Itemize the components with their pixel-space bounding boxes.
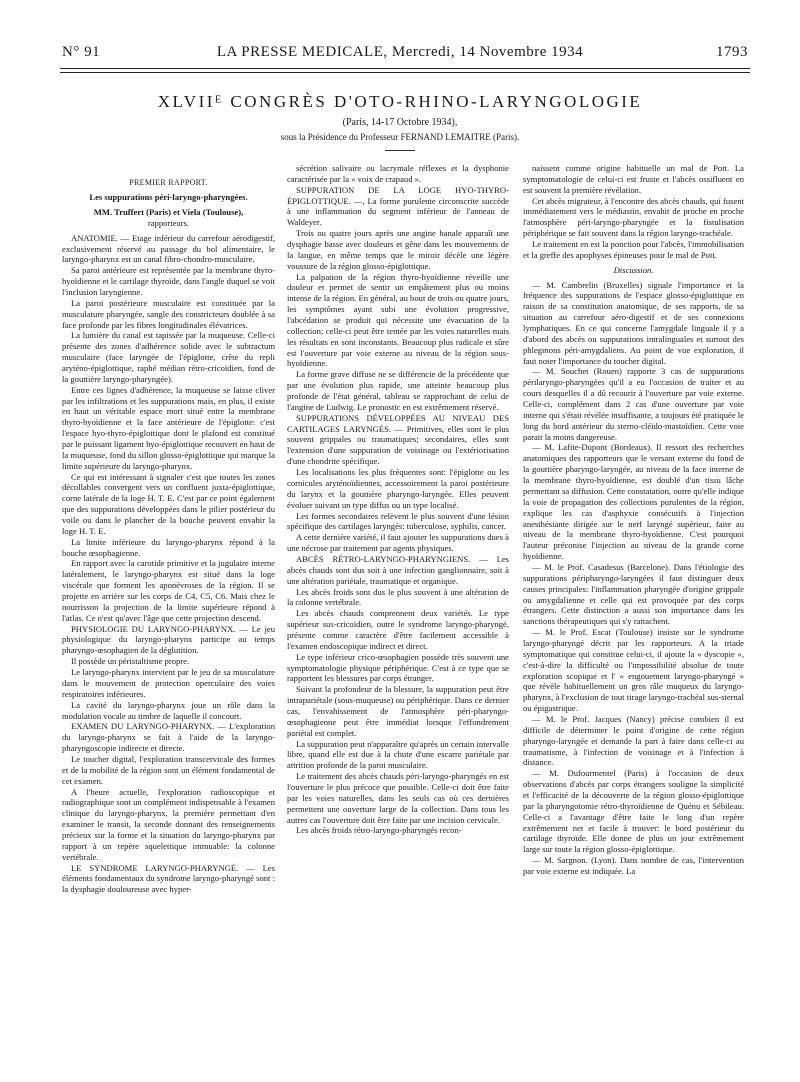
paragraph: Suivant la profondeur de la blessure, la suppuration peut être intrapariétale (sous-muqueuse) ou périphérique. Dans ce dernier cas, l'envahissement de l'atmosphère péri-pharyngo-œsophagienne peut être immédiat lorsque l'effondrement pariétal est complet. [287,684,509,738]
column-2 [287,163,509,1065]
paragraph: Ce qui est intéressant à signaler c'est que toutes les zones décollables convergent vers un confluent juxta-épiglottique, corne latérale de la loge H. T. E. C'est par ce point également que des suppurations développées dans le pilier postérieur du voile ou dans le plancher de la bouche peuvent envahir la loge H. T. E. [62,471,275,536]
paragraph: Il possède un péristaltisme propre. [71,656,190,667]
paragraph: ABCÈS RÉTRO-LARYNGO-PHARYNGIENS. — Les abcès chauds sont dus soit à une infection ganglionnaire, soit à une altération pariétale, traumatique et organique. [287,553,509,586]
paragraph: Entre ces lignes d'adhérence, la muqueuse se laisse cliver par les infiltrations et les suppurations mais, en plus, il existe en haut un véritable espace mort situé entre la membrane thyro-hyoïdienne et la face antérieure de l'épiglotte: c'est l'espace hyo-thyro-épiglottique dont le plafond est constitué par le puissant ligament hyo-épiglottique recouvert en haut de la muqueuse, fond du sillon glosso-épiglottique qui marque la limite supérieure du laryngo-pharynx. [62,384,275,471]
congress-presidency: sous la Présidence du Professeur FERNAND LEMAITRE (Paris). [280,132,520,142]
paragraph: Les abcès chauds comprennent deux variétés. Le type supérieur sus-cricoïdien, outre le syndrome laryngo-pharyngé, présente comme caractère d'être facilement accessible à l'examen endoscopique indirect et direct. [287,608,509,651]
paragraph: La limite inférieure du laryngo-pharynx répond à la bouche œsophagienne. [62,536,275,558]
congress-dates: (Paris, 14-17 Octobre 1934), [342,117,458,128]
paragraph: Le toucher digital, l'exploration transcervicale des formes et de la mobilité de la région sont un élément fondamental de cet examen. [62,753,275,786]
paragraph: En rapport avec la carotide primitive et la jugulaire interne latéralement, le laryngo-pharynx est situé dans la loge viscérale que forment les aponévroses de la région. Il se projette en arrière sur les corps de C4, C5, C6. Mais chez le nourrisson la projection de la limite supérieure répond à l'atlas. Ce n'est qu'avec l'âge que cette projection descend. [62,558,275,623]
report-title: Les suppurations péri-laryngo-pharyngées. [89,192,248,203]
paragraph: Les formes secondaires relèvent le plus souvent d'une lésion spécifique des cartilages laryngés: tuberculose, syphilis, cancer. [287,510,509,532]
paragraph: LE SYNDROME LARYNGO-PHARYNGÉ. — Les éléments fondamentaux du syndrome laryngo-pharyngé sont : la dysphagie douloureuse avec hyper- [62,862,275,895]
discussion-paragraph: — M. Dufourmentel (Paris) à l'occasion de deux observations d'abcès par corps étrangers souligne la simplicité et l'efficacité de la découverte de la région glosso-épiglottique par la pharyngotomie rétro-thyroïdienne de Quénu et Sébileau. Celle-ci a l'avantage d'être faite le long d'un repère extrêmement net et facile à trouver: le bord postérieur du cartilage thyroïde. Elle donne de plus un jour extrêmement large sur toute la région glosso-épiglottique. [523,768,744,855]
paragraph: Le type inférieur crico-œsophagien possède très souvent une symptomatologie physique périphérique. C'est à ce type que se rapportent les blessures par corps étranger. [287,651,509,684]
paragraph: A l'heure actuelle, l'exploration radioscopique et radiographique sont un complément indispensable à l'examen clinique du laryngo-pharynx, la première permettant d'en examiner le transit, la seconde donnant des renseignements précieux sur la forme et la situation du laryngo-pharynx par rapport à un repère squelettique immuable: la colonne vertébrale. [62,786,275,862]
paragraph: La forme grave diffuse ne se différencie de la précédente que par une évolution plus rapide, une atteinte beaucoup plus profonde de l'état général, tableau se rapprochant de celui de l'angine de Ludwig. Le pronostic en est extrêmement réservé. [287,369,509,412]
paragraph: La suppuration peut n'apparaître qu'après un certain intervalle libre, quand elle est due à la chute d'une escarre pariétale par attrition profonde de la paroi musculaire. [287,738,509,771]
congress-title: XLVIIᴱ CONGRÈS D'OTO-RHINO-LARYNGOLOGIE [157,92,643,111]
report-authors: MM. Truffert (Paris) et Viela (Toulouse), [93,206,244,217]
page-number: 1793 [716,44,748,60]
discussion-paragraph: — M. le Prof. Casadesus (Barcelone). Dans l'étiologie des suppurations péripharyngo-laryngées il faut distinguer deux causes principales: l'inflammation pharyngée d'origine grippale ou amygdalienne et celle qui est provoquée par des corps étrangers. Cette distinction a aussi son importance dans les sanctions thérapeutiques qui s'y rattachent. [523,561,744,627]
paragraph: Le traitement en est la ponction pour l'abcès, l'immobilisation et la greffe des apophyses épineuses pour le mal de Pott. [523,239,744,260]
paragraph: A cette dernière variété, il faut ajouter les suppurations dues à une nécrose par traitement par agents physiques. [287,532,509,554]
header-rule [60,68,750,69]
paragraph: Trois ou quatre jours après une angine banale apparaît une dysphagie basse avec douleurs et gêne dans les mouvements de la langue, en même temps que le miroir décèle une légère voussure de la région glosso-épiglottique. [287,228,509,271]
column-1 [62,178,275,1065]
discussion-paragraph: — M. le Prof. Jacques (Nancy) précise combien il est difficile de déterminer le point d'origine de cette région pharyngo-laryngée et demande la part à faire dans celle-ci au traumatisme, à l'infection de voisinage et à l'infection à distance. [523,713,744,768]
paragraph: EXAMEN DU LARYNGO-PHARYNX. — L'exploration du laryngo-pharynx se fait à l'aide de la laryngo-pharyngoscopie indirecte et directe. [62,721,275,754]
discussion-paragraph: — M. Cambrelin (Bruxelles) signale l'importance et la fréquence des suppurations de l'espace glosso-épiglottique en raison de sa constitution anatomique, de ses rapports, de sa situation au carrefour aéro-digestif et de ses connexions lymphatiques. En ce qui concerne l'amygdale linguale il y a d'abord des abcès ou suppurations intralinguales et surtout des phlegmons péri-amygdaliens. Au point de vue exploration, il faut noter l'importance du toucher digital. [523,279,744,366]
paragraph: sécrétion salivaire ou lacrymale réflexes et la dysphonie caractérisée par la « voix de crapaud ». [287,163,509,184]
paragraph: Les abcès froids sont dus le plus souvent à une altération de la colonne vertébrale. [287,586,509,608]
paragraph: ANATOMIE. — Etage inférieur du carrefour aérodigestif, exclusivement réservé au passage du bol alimentaire, le laryngo-pharynx est un canal fibro-chondro-musculaire. [62,232,275,265]
paragraph: SUPPURATION DE LA LOGE HYO-THYRO-ÉPIGLOTTIQUE. —, La forme purulente circonscrite succède à une inflammation du segment inférieur de l'anneau de Waldeyer. [287,184,509,228]
discussion-paragraph: — M. Lafite-Dupont (Bordeaux). Il ressort des recherches anatomiques des rapporteurs que le versant externe du fond de la gouttière pharyngo-laryngée, au niveau de la face interne de la membrane thyro-hyoïdienne, est doublé d'un tissu lâche permettant sa diffusion. Cette constatation, outre qu'elle indique la voie de propagation des collections purulentes de la région, explique les cas d'asphyxie consécutifs à l'injection anesthésiante dirigée sur le nerf laryngé supérieur, faite au niveau de la membrane thyro-hyoïdienne. C'est pourquoi l'auteur préconise l'injection au niveau de la grande corne hyoïdienne. [523,442,744,562]
running-title: LA PRESSE MEDICALE, Mercredi, 14 Novembre 1934 [216,44,584,60]
discussion-paragraph: — M. le Prof. Escat (Toulouse) insiste sur le syndrome laryngo-pharyngé décrit par les rapporteurs. A la triade symptomatique qui constitue celui-ci, il ajoute la « dyscopie », c'est-à-dire la difficulté ou l'impossibilité absolue de toute exploration scopique et l' « engouement laryngo-pharyngé » que révèle habituellement un gros râle muqueux du laryngo-pharynx, à l'exclusion de tout tirage laryngo-trachéal sus-sternal ou épigastrique. [523,627,744,714]
column-3 [523,163,744,1065]
paragraph: La lumière du canal est tapissée par la muqueuse. Celle-ci présente des zones d'adhérence solide avec le subtractum musculaire (face laryngée de l'épiglotte, crête du repli aryténo-épiglottique, raphé médian rétro-cricoïdien, fond de la gouttière laryngo-pharyngée). [62,330,275,384]
discussion-paragraph: — M. Sargnon. (Lyon). Dans nombre de cas, l'intervention par voie externe est indiquée. La [523,855,744,876]
report-label: PREMIER RAPPORT. [129,178,208,187]
paragraph: La palpation de la région thyro-hyoïdienne réveille une douleur et permet de sentir un empâtement plus ou moins intense de la région. En général, au bout de trois ou quatre jours, les symptômes ayant subi une évolution progressive, l'abcédation se produit qui nécessite une évacuation de la collection; celle-ci peut être tentée par les voies naturelles mais les résultats en sont inconstants. Beaucoup plus radicale et sûre est l'ouverture par voie externe au niveau de la région sous-hyoïdienne. [287,271,509,369]
paragraph: La cavité du laryngo-pharynx joue un rôle dans la modulation vocale au timbre de laquelle il concourt. [62,699,275,721]
paragraph: Sa paroi antérieure est représentée par la membrane thyro-hyoïdienne et le cartilage thyroïde, dans l'angle duquel se voit l'inclusion laryngienne. [62,265,275,297]
report-authors-role: rapporteurs. [147,217,190,228]
paragraph: La paroi postérieure musculaire est constituée par la musculature pharyngée, sangle des constricteurs doublée à sa face profonde par les fibres longitudinales élévatrices. [62,297,275,330]
title-divider [385,150,415,151]
paragraph: Le laryngo-pharynx intervient par le jeu de sa musculature dans le mouvement de protection operculaire des voies respiratoires inférieures. [62,667,275,699]
paragraph: Le traitement des abcès chauds péri-laryngo-pharyngés en est l'ouverture le plus précoce que possible. Celle-ci doit être faite par les voies naturelles, dans les seuls cas où ces dernières permettent une ouverture large de la collection. Dans tous les autres cas l'ouverture doit être faite par une incision cervicale. [287,771,509,825]
header-rule-thin [60,72,750,73]
discussion-heading: Discussion. [613,264,654,275]
paragraph: PHYSIOLOGIE DU LARYNGO-PHARYNX. — Le jeu physiologique du laryngo-pharynx participe au temps pharyngo-œsophagien de la déglutition. [62,623,275,656]
discussion-paragraph: — M. Souchet (Rouen) rapporte 3 cas de suppurations périlaryngo-pharyngées qu'il a eu l'occasion de traiter et au cours desquelles il a dû recourir à l'ouverture par voie externe. Celle-ci, complément dans 2 cas d'une ouverture par voie interne qui s'était révélée insuffisante, a toujours été pratiquée le long du bord antérieur du sterno-cléido-mastoïdien. Cette voie parait la moins dangereuse. [523,366,744,442]
paragraph: Les localisations les plus fréquentes sont: l'épiglotte ou les cornicules aryténoïdiennes, accessoirement la paroi postérieure du larynx et la gouttière pharyngo-laryngée. Elles peuvent évoluer suivant un type diffus ou un type localisé. [287,467,509,510]
paragraph: naissent comme origine habituelle un mal de Pott. La symptomatologie de celui-ci est fruste et l'abcès ossifluent en est souvent la première révélation. [523,163,744,195]
issue-number: N° 91 [62,44,101,60]
paragraph: SUPPURATIONS DÉVELOPPÉES AU NIVEAU DES CARTILAGES LARYNGÉS. — Primitives, elles sont le plus souvent grippales ou traumatiques; secondaires, elles sont l'extension d'une suppuration de voisinage ou l'extériorisation d'une chondrite spécifique. [287,412,509,467]
paragraph: Les abcès froids rétro-laryngo-pharyngés recon- [296,825,462,836]
paragraph: Cet abcès migrateur, à l'encontre des abcès chauds, qui fusent immédiatement vers le médiastin, envahit de proche en proche l'atmosphère péri-laryngo-pharyngée et la fistulisation périphérique se fait souvent dans la région laryngo-trachéale. [523,195,744,239]
